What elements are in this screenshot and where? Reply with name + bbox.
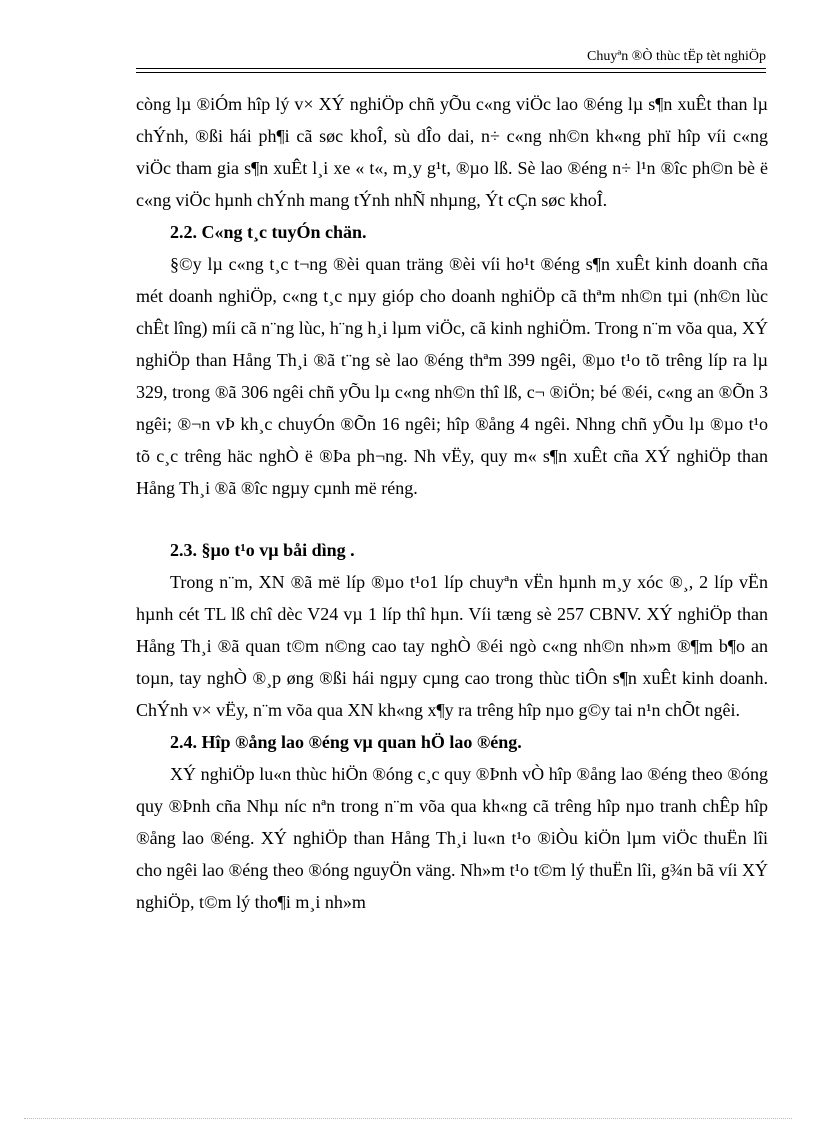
paragraph: XÝ nghiÖp lu«n thùc hiÖn ®óng c¸c quy ®Þnh vÒ hîp ®ång lao ®éng theo ®óng quy ®Þnh cña Nhµ níc nªn trong n¨m võa qua kh«ng cã trêng hîp nµo tranh chÊp hîp ®ång lao ®éng. XÝ nghiÖp than Hång Th¸i lu«n t¹o ®iÒu kiÖn lµm viÖc thuËn lîi cho ngêi lao ®éng theo ®óng nguyÖn väng. Nh»m t¹o t©m lý thuËn lîi, g¾n bã víi XÝ nghiÖp, t©m lý tho¶i m¸i nh»m <box>136 764 768 912</box>
section-heading-2-2: 2.2. C«ng t¸c tuyÓn chän. <box>170 222 367 242</box>
page-bottom-border <box>24 1118 792 1119</box>
paragraph: §©y lµ c«ng t¸c t¬ng ®èi quan träng ®èi víi ho¹t ®éng s¶n xuÊt kinh doanh cña mét doanh nghiÖp, c«ng t¸c nµy gióp cho doanh nghiÖp cã thªm nh©n tµi (nh©n lùc chÊt lîng) míi cã n¨ng lùc, h¨ng h¸i lµm viÖc, cã kinh nghiÖm. Trong n¨m võa qua, XÝ nghiÖp than Hång Th¸i ®ã t¨ng sè lao ®éng thªm 399 ngêi, ®µo t¹o tõ trêng líp ra lµ 329, trong ®ã 306 ngêi chñ yÕu lµ c«ng nh©n thî lß, c¬ ®iÖn; bé ®éi, c«ng an ®Õn 3 ngêi; ®¬n vÞ kh¸c chuyÓn ®Õn 16 ngêi; hîp ®ång 4 ngêi. Nhng chñ yÕu lµ ®µo t¹o tõ c¸c trêng häc nghÒ ë ®Þa ph¬ng. Nh vËy, quy m« s¶n xuÊt cña XÝ nghiÖp than Hång Th¸i ®ã ®îc ngµy cµnh më réng. <box>136 254 768 498</box>
header-rule-bottom <box>136 72 766 73</box>
section-heading-2-3: 2.3. §µo t¹o vµ båi dìng . <box>170 540 355 560</box>
blank-line <box>136 504 768 534</box>
page-header-title: Chuyªn ®Ò thùc tËp tèt nghiÖp <box>587 49 766 64</box>
paragraph: Trong n¨m, XN ®ã më líp ®µo t¹o1 líp chuyªn vËn hµnh m¸y xóc ®¸, 2 líp vËn hµnh cét TL lß chî dèc V24 vµ 1 líp thî hµn. Víi tæng sè 257 CBNV. XÝ nghiÖp than Hång Th¸i ®ã quan t©m n©ng cao tay nghÒ ®éi ngò c«ng nh©n nh»m ®¶m b¶o an toµn, tay nghÒ ®¸p øng ®ßi hái ngµy cµng cao trong thùc tiÔn s¶n xuÊt kinh doanh. ChÝnh v× vËy, n¨m võa qua XN kh«ng x¶y ra trêng hîp nµo g©y tai n¹n chÕt ngêi. <box>136 572 768 720</box>
header-rule-top <box>136 68 766 69</box>
paragraph: còng lµ ®iÓm hîp lý v× XÝ nghiÖp chñ yÕu c«ng viÖc lao ®éng lµ s¶n xuÊt than lµ chÝnh, ®ßi hái ph¶i cã søc khoÎ, sù dÎo dai, n÷ c«ng nh©n kh«ng phï hîp víi c«ng viÖc tham gia s¶n xuÊt l¸i xe « t«, m¸y g¹t, ®µo lß. Sè lao ®éng n÷ l¹n ®îc ph©n bè ë c«ng viÖc hµnh chÝnh mang tÝnh nhÑ nhµng, Ýt cÇn søc khoÎ. <box>136 94 768 210</box>
document-body <box>136 88 768 918</box>
section-heading-2-4: 2.4. Hîp ®ång lao ®éng vµ quan hÖ lao ®éng. <box>170 732 522 752</box>
